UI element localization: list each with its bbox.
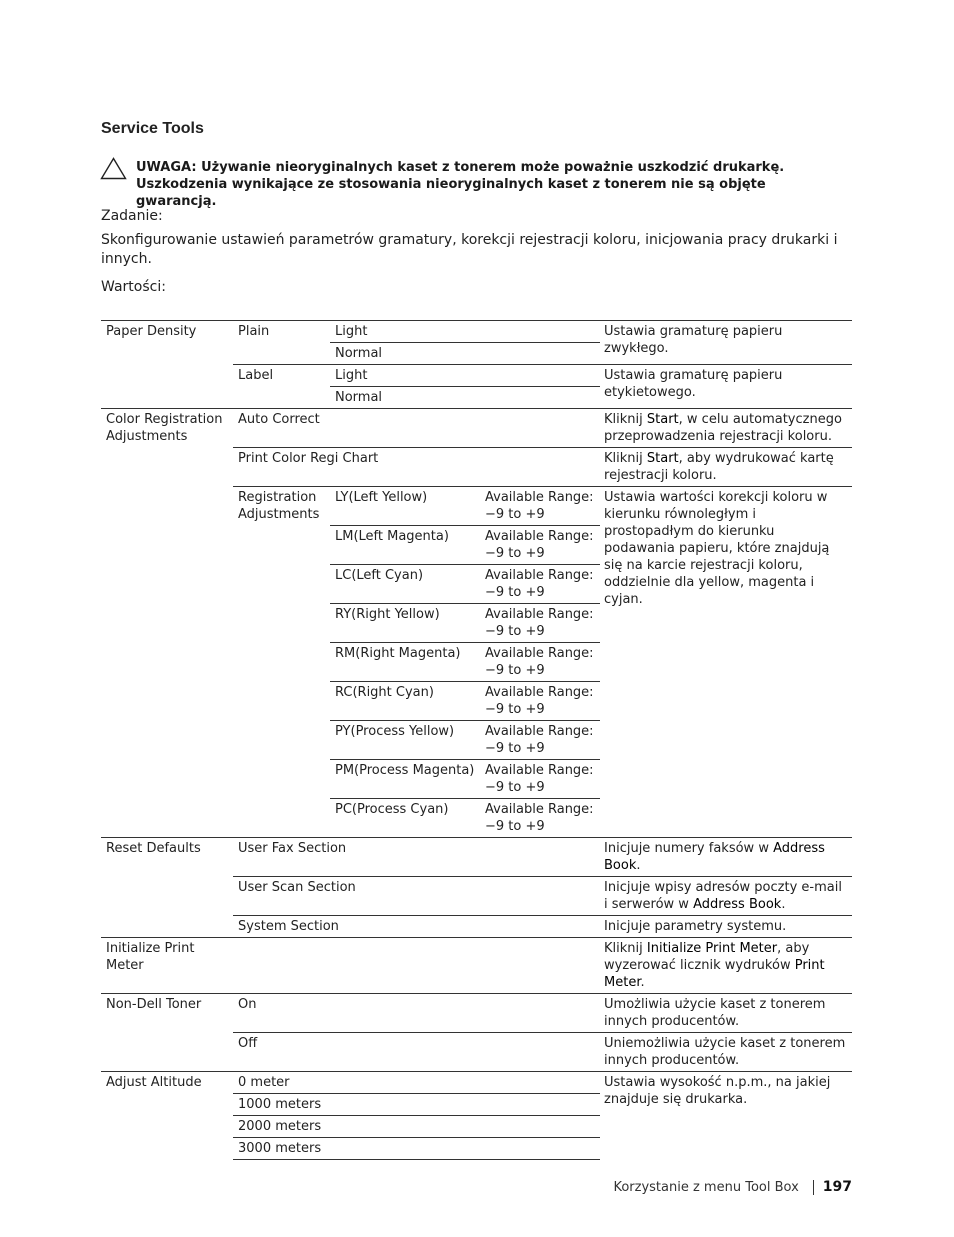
cell-init-desc: Kliknij Initialize Print Meter, aby wyzerować licznik wydruków Print Meter. xyxy=(600,938,852,994)
warning-text: Używanie nieoryginalnych kaset z tonerem może poważnie uszkodzić drukarkę. Uszkodzenia wynikające ze stosowania nieoryginalnych kaset z tonerem nie są objęte gwarancją. xyxy=(136,160,785,209)
cell-registration-adjustments: Registration Adjustments xyxy=(233,487,330,838)
warning-label: UWAGA: xyxy=(136,160,197,175)
cell-adjust-altitude: Adjust Altitude xyxy=(101,1072,233,1160)
cell-plain-desc: Ustawia gramaturę papieru zwykłego. xyxy=(600,321,852,365)
reg-range: Available Range: −9 to +9 xyxy=(480,643,600,682)
task-description: Skonfigurowanie ustawień parametrów gramatury, korekcji rejestracji koloru, inicjowania pracy drukarki i innych. xyxy=(101,232,838,267)
reg-range: Available Range: −9 to +9 xyxy=(480,721,600,760)
reg-range: Available Range: −9 to +9 xyxy=(480,760,600,799)
reg-item: LC(Left Cyan) xyxy=(330,565,480,604)
cell-altitude-desc: Ustawia wysokość n.p.m., na jakiej znajduje się drukarka. xyxy=(600,1072,852,1160)
reg-item: RM(Right Magenta) xyxy=(330,643,480,682)
cell-off: Off xyxy=(233,1033,600,1072)
cell-init-empty xyxy=(233,938,600,994)
cell-label-desc: Ustawia gramaturę papieru etykietowego. xyxy=(600,365,852,409)
cell-on: On xyxy=(233,994,600,1033)
cell-plain-normal: Normal xyxy=(330,343,600,365)
cell-altitude-value: 2000 meters xyxy=(233,1116,600,1138)
reg-item: RC(Right Cyan) xyxy=(330,682,480,721)
page-footer xyxy=(613,1179,852,1195)
reg-range: Available Range: −9 to +9 xyxy=(480,799,600,838)
page-number: 197 xyxy=(822,1179,852,1195)
cell-user-scan-desc: Inicjuje wpisy adresów poczty e-mail i serwerów w Address Book. xyxy=(600,877,852,916)
footer-separator xyxy=(813,1180,814,1195)
cell-label-normal: Normal xyxy=(330,387,600,409)
reg-range: Available Range: −9 to +9 xyxy=(480,565,600,604)
reg-item: LM(Left Magenta) xyxy=(330,526,480,565)
cell-label-light: Light xyxy=(330,365,600,387)
warning-triangle-icon xyxy=(100,157,127,180)
cell-off-desc: Uniemożliwia użycie kaset z tonerem innych producentów. xyxy=(600,1033,852,1072)
reg-range: Available Range: −9 to +9 xyxy=(480,682,600,721)
section-heading: Service Tools xyxy=(101,120,204,137)
cell-init-print-meter: Initialize Print Meter xyxy=(101,938,233,994)
reg-range: Available Range: −9 to +9 xyxy=(480,604,600,643)
cell-user-scan: User Scan Section xyxy=(233,877,600,916)
reg-item: PY(Process Yellow) xyxy=(330,721,480,760)
cell-system-desc: Inicjuje parametry systemu. xyxy=(600,916,852,938)
cell-plain: Plain xyxy=(233,321,330,365)
cell-on-desc: Umożliwia użycie kaset z tonerem innych producentów. xyxy=(600,994,852,1033)
cell-print-chart-desc: Kliknij Start, aby wydrukować kartę rejestracji koloru. xyxy=(600,448,852,487)
cell-system-section: System Section xyxy=(233,916,600,938)
reg-item: PC(Process Cyan) xyxy=(330,799,480,838)
cell-user-fax: User Fax Section xyxy=(233,838,600,877)
cell-altitude-value: 3000 meters xyxy=(233,1138,600,1160)
reg-range: Available Range: −9 to +9 xyxy=(480,526,600,565)
cell-altitude-value: 0 meter xyxy=(233,1072,600,1094)
cell-non-dell-toner: Non-Dell Toner xyxy=(101,994,233,1072)
cell-reset-defaults: Reset Defaults xyxy=(101,838,233,938)
warning-note xyxy=(136,159,836,210)
footer-text: Korzystanie z menu Tool Box xyxy=(613,1179,799,1195)
reg-item: RY(Right Yellow) xyxy=(330,604,480,643)
cell-label: Label xyxy=(233,365,330,409)
cell-registration-desc: Ustawia wartości korekcji koloru w kierunku równoległym i prostopadłym do kierunku podawania papieru, które znajdują się na karcie rejestracji koloru, oddzielnie dla yellow, magenta i cyjan. xyxy=(600,487,852,838)
cell-paper-density: Paper Density xyxy=(101,321,233,409)
reg-item: PM(Process Magenta) xyxy=(330,760,480,799)
task-label: Zadanie: xyxy=(101,208,163,224)
cell-auto-correct-desc: Kliknij Start, w celu automatycznego przeprowadzenia rejestracji koloru. xyxy=(600,409,852,448)
reg-item: LY(Left Yellow) xyxy=(330,487,480,526)
cell-print-chart: Print Color Regi Chart xyxy=(233,448,600,487)
reg-range: Available Range: −9 to +9 xyxy=(480,487,600,526)
cell-altitude-value: 1000 meters xyxy=(233,1094,600,1116)
cell-color-registration: Color Registration Adjustments xyxy=(101,409,233,838)
cell-user-fax-desc: Inicjuje numery faksów w Address Book. xyxy=(600,838,852,877)
cell-auto-correct: Auto Correct xyxy=(233,409,600,448)
values-label: Wartości: xyxy=(101,279,166,295)
service-tools-table xyxy=(101,320,852,1160)
cell-plain-light: Light xyxy=(330,321,600,343)
